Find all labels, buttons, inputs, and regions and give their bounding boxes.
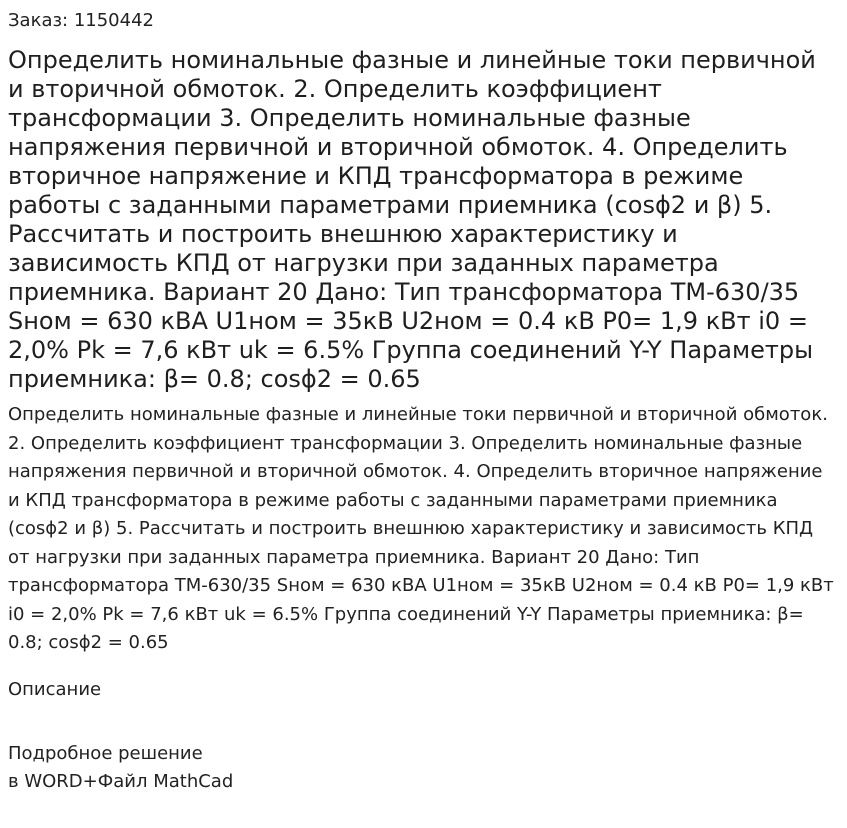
solution-line-2: в WORD+Файл MathCad [8, 770, 234, 792]
solution-line-1: Подробное решение [8, 742, 203, 764]
task-title: Определить номинальные фазные и линейные токи первичной и вторичной обмоток. 2. Определить коэффициент трансформации 3. Определить номинальные фазные напряжения первичной и вторичной обмоток. 4. Определить вторичное напряжение и КПД трансформатора в режиме работы с заданными параметрами приемника (cosϕ2 и β) 5. Рассчитать и построить внешнюю характеристику и зависимость КПД от нагрузки при заданных параметра приемника. Вариант 20 Дано: Тип трансформатора ТМ-630/35 Sном = 630 кВА U1ном = 35кВ U2ном = 0.4 кВ P0= 1,9 кВт i0 = 2,0% Pk = 7,6 кВт uk = 6.5% Группа соединений Y-Y Параметры приемника: β= 0.8; cosϕ2 = 0.65 [8, 46, 816, 393]
solution-info [8, 740, 839, 796]
task-text: Определить номинальные фазные и линейные токи первичной и вторичной обмоток. 2. Определить коэффициент трансформации 3. Определить номинальные фазные напряжения первичной и вторичной обмоток. 4. Определить вторичное напряжение и КПД трансформатора в режиме работы с заданными параметрами приемника (cosϕ2 и β) 5. Рассчитать и построить внешнюю характеристику и зависимость КПД от нагрузки при заданных параметра приемника. Вариант 20 Дано: Тип трансформатора ТМ-630/35 Sном = 630 кВА U1ном = 35кВ U2ном = 0.4 кВ P0= 1,9 кВт i0 = 2,0% Pk = 7,6 кВт uk = 6.5% Группа соединений Y-Y Параметры приемника: β= 0.8; cosϕ2 = 0.65 [8, 404, 834, 653]
order-number: Заказ: 1150442 [8, 10, 154, 31]
description-heading: Описание [8, 678, 102, 700]
